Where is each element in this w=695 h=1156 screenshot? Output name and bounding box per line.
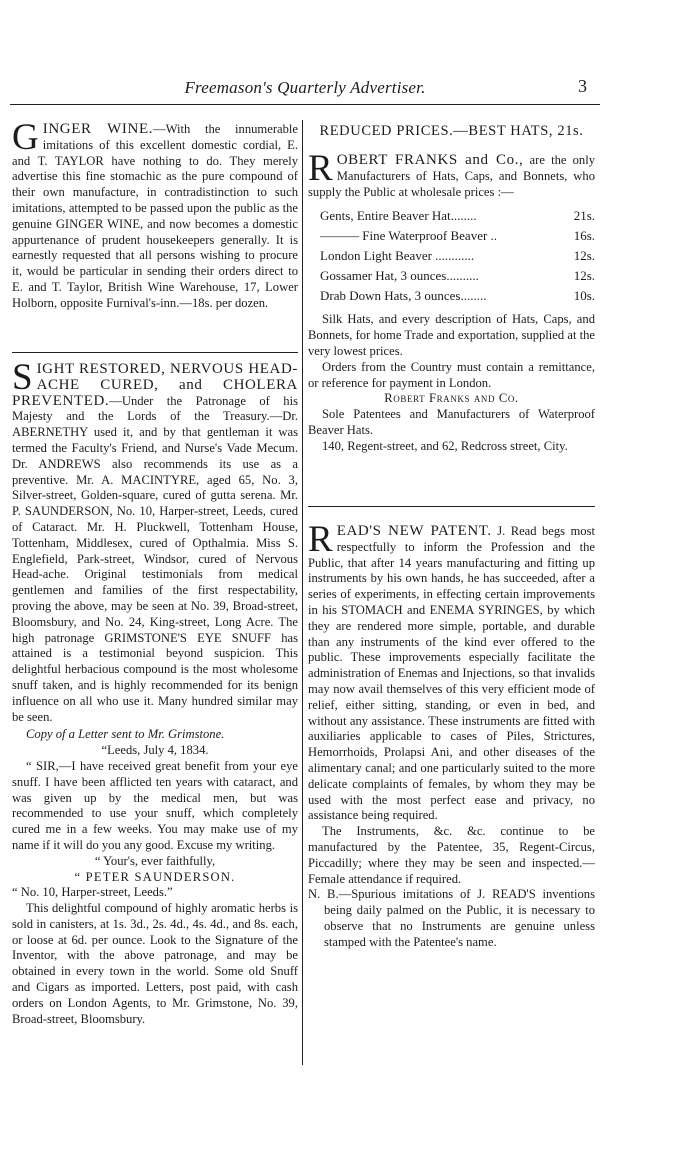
right-column <box>308 122 595 951</box>
letter-address: “ No. 10, Harper-street, Leeds.” <box>12 885 173 900</box>
price-row: Gents, Entire Beaver Hat........ 21s. <box>320 208 595 224</box>
read-patent-advert <box>308 519 595 951</box>
hats-title: REDUCED PRICES.—BEST HATS, 21s. <box>319 123 584 139</box>
ginger-dropcap: G <box>12 117 39 158</box>
ginger-wine-advert <box>12 117 298 352</box>
hats-silk: Silk Hats, and every description of Hats, Caps, and Bonnets, for home Trade and exportation, supplied at the very lowest prices. <box>308 312 595 358</box>
read-dropcap: R <box>308 519 333 560</box>
hats-intro-heading: OBERT FRANKS and Co., <box>336 152 524 168</box>
price-list <box>308 206 595 306</box>
letter-body: “ SIR,—I have received great benefit from your eye snuff. I have been afflicted ten years with cataract, and was given up by the medical men, but was recommended to use your snuff, which completely cured me in a few weeks. You may make use of my name if it will do you any good. Excuse my writing. <box>12 758 298 852</box>
hats-orders: Orders from the Country must contain a remittance, or reference for payment in London. <box>308 359 595 390</box>
price-row: London Light Beaver ............ 12s. <box>320 248 595 264</box>
left-column <box>12 117 298 1027</box>
read-nb: N. B.—Spurious imitations of J. READ'S inventions being daily palmed on the Public, it is necessary to observe that no Instruments are genuine unless stamped with the Patentee's name. <box>308 887 595 949</box>
sight-heading: IGHT RESTORED, NERVOUS HEAD-ACHE CURED, and CHOLERA PREVENTED. <box>12 361 298 409</box>
column-divider <box>302 120 303 1065</box>
page-number: 3 <box>578 76 587 96</box>
letter-closing: “ Your's, ever faithfully, <box>94 853 216 868</box>
read-heading: EAD'S NEW PATENT. <box>336 523 492 539</box>
header-rule <box>10 104 600 105</box>
read-instruments: The Instruments, &c. &c. continue to be manufactured by the Patentee, 35, Regent-Circus, Piccadilly; where they may be seen and inspected.—Female attendance if required. <box>308 824 595 886</box>
price-row: Drab Down Hats, 3 ounces........ 10s. <box>320 288 595 304</box>
ginger-body: —With the innumerable imitations of this excellent domestic cordial, E. and T. TAYLOR have nothing to do. They merely advertise this fine stomachic as the pure compound of their own manufacture, in contradistinction to such imitations, attempted to be passed upon the public as the genuine GINGER WINE, and now becomes a domestic appurtenance of prudent housekeepers generally. It is earnestly requested that all persons wishing to procure it, would be particular in sending their orders direct to E. and T. Taylor, British Wine Warehouse, 17, Lower Holborn, opposite Furnival's-inn.—18s. per dozen. <box>12 122 298 310</box>
page-header-title: Freemason's Quarterly Advertiser. <box>184 78 426 97</box>
hats-patentees: Sole Patentees and Manufacturers of Waterproof Beaver Hats. <box>308 407 595 437</box>
sight-body: —Under the Patronage of his Majesty and the Lords of the Treasury.—Dr. ABERNETHY used it, and by that gentleman it was termed the Faculty's Friend, and Nurse's Vade Mecum. Dr. ANDREWS also recommends its use as a preventive. Mr. A. MACINTYRE, aged 65, No. 3, Silver-street, Golden-square, cured of gutta serena. Mr. P. SAUNDERSON, No. 10, Harper-street, Leeds, cured of Cataract. Mr. H. Pluckwell, Tottenham House, Tottenham, Middlesex, cured of Opthalmia. Miss S. Englefield, Park-street, Windsor, cured of Nervous Head-ache. Original testimonials from medical gentlemen and families of the first respectability, proving the above, may be seen at No. 39, Broad-street, Bloomsbury, and No. 24, King-street, Long Acre. The high patronage GRIMSTONE'S EYE SNUFF has attained is a testimonial beyond suspicion. This delightful herbacious compound is the most wholesome snuff taken, and is highly recommended for its benign influence on all who use it. Many hundred similar may be seen. <box>12 393 298 724</box>
hats-signoff: Robert Franks and Co. <box>384 391 519 406</box>
hats-advert <box>308 122 595 502</box>
snuff-final: This delightful compound of highly aromatic herbs is sold in canisters, at 1s. 3d., 2s. 4d., 4s. 4d., and 8s. each, or loose at 6d. per ounce. Look to the Signature of the Inventor, with the above patronage, and may be obtained in every town in the world. Some old Snuff and Cigars as imported. Letters, post paid, with cash orders on London Agents, to Mr. Grimstone, No. 39, Broad-street, Bloomsbury. <box>12 901 298 1026</box>
sight-restored-advert <box>12 357 298 1027</box>
read-body: J. Read begs most respectfully to inform the Profession and the Public, that after 14 years manufacturing and fitting up instruments by his own hands, he has succeeded, after a series of experiments, in effecting certain improvements in his STOMACH and ENEMA SYRINGES, by which they are rendered more simple, portable, and durable than any instruments of the kind ever offered to the public. These improvements especially facilitate the administration of Enemas and Injections, so that invalids may now avail themselves of this very efficient mode of relief, either sitting, standing, or even in bed, and without any assistance. These instruments are fitted with auxiliaries applicable to cases of Piles, Strictures, Hemorrhoids, Prolapsi Ani, and other diseases of the alimentary canal; and one particularly suited to the more delicate complaints of females, by whom they may be used with the most perfect ease and privacy, no assistance being required. <box>308 524 595 823</box>
hats-intro: are the only Manufacturers of Hats, Caps, and Bonnets, who supply the Public at wholesale prices :— <box>308 153 595 199</box>
ginger-heading: INGER WINE. <box>42 121 154 137</box>
price-row: Gossamer Hat, 3 ounces.......... 12s. <box>320 268 595 284</box>
letter-signature: “ PETER SAUNDERSON. <box>74 869 236 884</box>
price-row: ——— Fine Waterproof Beaver .. 16s. <box>320 228 595 244</box>
sight-dropcap: S <box>12 357 33 398</box>
hats-dropcap: R <box>308 148 333 189</box>
letter-copy-title: Copy of a Letter sent to Mr. Grimstone. <box>26 727 225 742</box>
letter-date: “Leeds, July 4, 1834. <box>101 743 209 758</box>
hats-address: 140, Regent-street, and 62, Redcross street, City. <box>322 438 568 453</box>
